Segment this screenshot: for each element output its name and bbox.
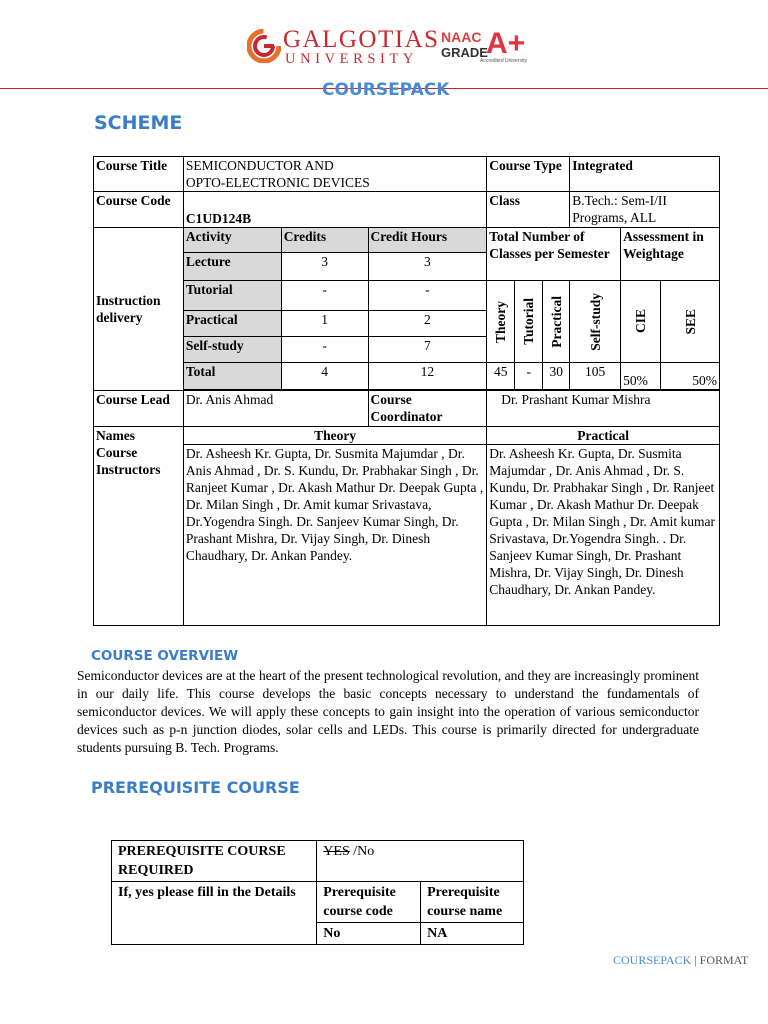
rotated-header-text: Tutorial [521, 298, 537, 345]
course-title-value [183, 157, 486, 192]
rotated-header-text: CIE [633, 309, 649, 334]
course-type-value: Integrated [570, 157, 720, 192]
instruction-label-line: Instruction [96, 293, 161, 308]
prerequisite-required-label: PREREQUISITE COURSE REQUIRED [112, 841, 317, 882]
grade-value: A+ [486, 27, 526, 60]
document-label: COURSEPACK [322, 80, 450, 100]
footer-suffix: FORMAT [699, 953, 749, 967]
total-classes-header: Total Number of Classes per Semester [487, 228, 621, 281]
practical-instructors-header: Practical [487, 427, 720, 445]
course-title-line: OPTO-ELECTRONIC DEVICES [185, 175, 370, 190]
classes-practical: 30 [543, 363, 570, 390]
instruction-delivery-label [94, 228, 184, 391]
footer-separator: | [691, 953, 700, 967]
assessment-see: 50% [661, 363, 720, 390]
classes-tutorial: - [515, 363, 543, 390]
activity-hours: 7 [368, 337, 487, 363]
instructors-label [94, 427, 184, 626]
scheme-table [93, 156, 720, 626]
activity-name: Tutorial [183, 281, 281, 311]
activity-credits: 1 [281, 311, 368, 337]
prerequisite-required-value [317, 841, 524, 882]
assessment-cie: 50% [621, 363, 661, 390]
theory-instructors-header: Theory [183, 427, 486, 445]
prerequisite-name-header: Prerequisite course name [421, 882, 524, 923]
course-coordinator-value: Dr. Prashant Kumar Mishra [487, 391, 720, 427]
class-value [570, 192, 720, 228]
prerequisite-heading: PREREQUISITE COURSE [91, 778, 300, 797]
university-name: GALGOTIAS [283, 26, 440, 53]
rotated-header-theory [487, 281, 515, 363]
class-value-line: Programs, ALL [572, 210, 657, 225]
rotated-header-text: Practical [548, 295, 564, 348]
course-lead-label: Course Lead [94, 391, 184, 427]
page-footer [613, 953, 748, 968]
names-label: Names [96, 428, 135, 443]
grade-label: GRADE [441, 45, 488, 60]
footer-label: COURSEPACK [613, 953, 692, 967]
accredited-text: Accredited University [480, 58, 527, 64]
course-code-value: C1UD124B [183, 192, 486, 228]
total-credits: 4 [281, 363, 368, 390]
course-overview-heading: COURSE OVERVIEW [91, 648, 239, 664]
rotated-header-practical [543, 281, 570, 363]
prerequisite-name-value: NA [421, 923, 524, 945]
university-subtitle: UNIVERSITY [285, 51, 418, 67]
total-hours: 12 [368, 363, 487, 390]
course-type-label: Course Type [487, 157, 570, 192]
practical-instructors: Dr. Asheesh Kr. Gupta, Dr. Susmita Majumdar , Dr. Anis Ahmad , Dr. S. Kundu, Dr. Prabhakar Singh , Dr. Ranjeet Kumar , Dr. Akash Mathur Dr. Deepak Gupta , Dr. Milan Singh , Dr. Amit kumar Srivastava, Dr.Yogendra Singh. . Dr. Sanjeev Kumar Singh, Dr. Prashant Mishra, Dr. Vijay Singh, Dr. Dinesh Chaudhary, Dr. Ankan Pandey. [487, 445, 720, 626]
theory-instructors: Dr. Asheesh Kr. Gupta, Dr. Susmita Majumdar , Dr. Anis Ahmad , Dr. S. Kundu, Dr. Prabhakar Singh , Dr. Ranjeet Kumar , Dr. Akash Mathur Dr. Deepak Gupta , Dr. Milan Singh , Dr. Amit kumar Srivastava, Dr.Yogendra Singh. Dr. Sanjeev Kumar Singh, Dr. Prashant Mishra, Dr. Vijay Singh, Dr. Dinesh Chaudhary, Dr. Ankan Pandey. [183, 445, 486, 626]
credits-header: Credits [281, 228, 368, 253]
rotated-header-see [661, 281, 720, 363]
naac-label: NAAC [441, 29, 482, 45]
course-overview-body: Semiconductor devices are at the heart of the present technological revolution, and they are increasingly prominent in our daily life. This course develops the basic concepts necessary to understand the fundamentals of semiconductor devices. We will apply these concepts to gain insight into the operation of various semiconductor devices such as p-n junction diodes, solar cells and LEDs. This course is primarily directed for undergraduate students pursuing B. Tech. Programs. [77, 668, 699, 755]
course-coordinator-label: Course Coordinator [368, 391, 487, 427]
activity-credits: - [281, 281, 368, 311]
fill-details-label: If, yes please fill in the Details [112, 882, 317, 945]
scheme-heading: SCHEME [94, 112, 183, 134]
course-title-line: SEMICONDUCTOR AND [185, 158, 334, 173]
no-option: /No [349, 844, 375, 859]
prerequisite-table [111, 840, 524, 945]
rotated-header-cie [621, 281, 661, 363]
credit-hours-header: Credit Hours [368, 228, 487, 253]
galgotias-logo-icon [247, 29, 281, 63]
class-value-line: B.Tech.: Sem-I/II [572, 193, 667, 208]
rotated-header-text: Self-study [587, 292, 603, 351]
activity-hours: - [368, 281, 487, 311]
activity-name: Practical [183, 311, 281, 337]
assessment-header: Assessment in Weightage [621, 228, 720, 281]
activity-credits: 3 [281, 253, 368, 281]
total-label: Total [183, 363, 281, 390]
rotated-header-tutorial [515, 281, 543, 363]
prerequisite-code-value: No [317, 923, 421, 945]
instruction-label-line: delivery [96, 310, 143, 325]
activity-credits: - [281, 337, 368, 363]
activity-hours: 3 [368, 253, 487, 281]
classes-theory: 45 [487, 363, 515, 390]
rotated-header-text: Theory [493, 300, 509, 343]
activity-name: Self-study [183, 337, 281, 363]
class-label: Class [487, 192, 570, 228]
activity-header: Activity [183, 228, 281, 253]
classes-self-study: 105 [570, 363, 621, 390]
prerequisite-code-header: Prerequisite course code [317, 882, 421, 923]
rotated-header-text: SEE [682, 308, 698, 335]
instructors-label-line: Instructors [96, 462, 161, 477]
course-lead-value: Dr. Anis Ahmad [183, 391, 368, 427]
activity-name: Lecture [183, 253, 281, 281]
instructors-label-line: Course [96, 445, 138, 460]
course-title-label: Course Title [94, 157, 184, 192]
yes-option: YES [323, 844, 350, 859]
course-code-label: Course Code [94, 192, 184, 228]
rotated-header-self-study [570, 281, 621, 363]
activity-hours: 2 [368, 311, 487, 337]
